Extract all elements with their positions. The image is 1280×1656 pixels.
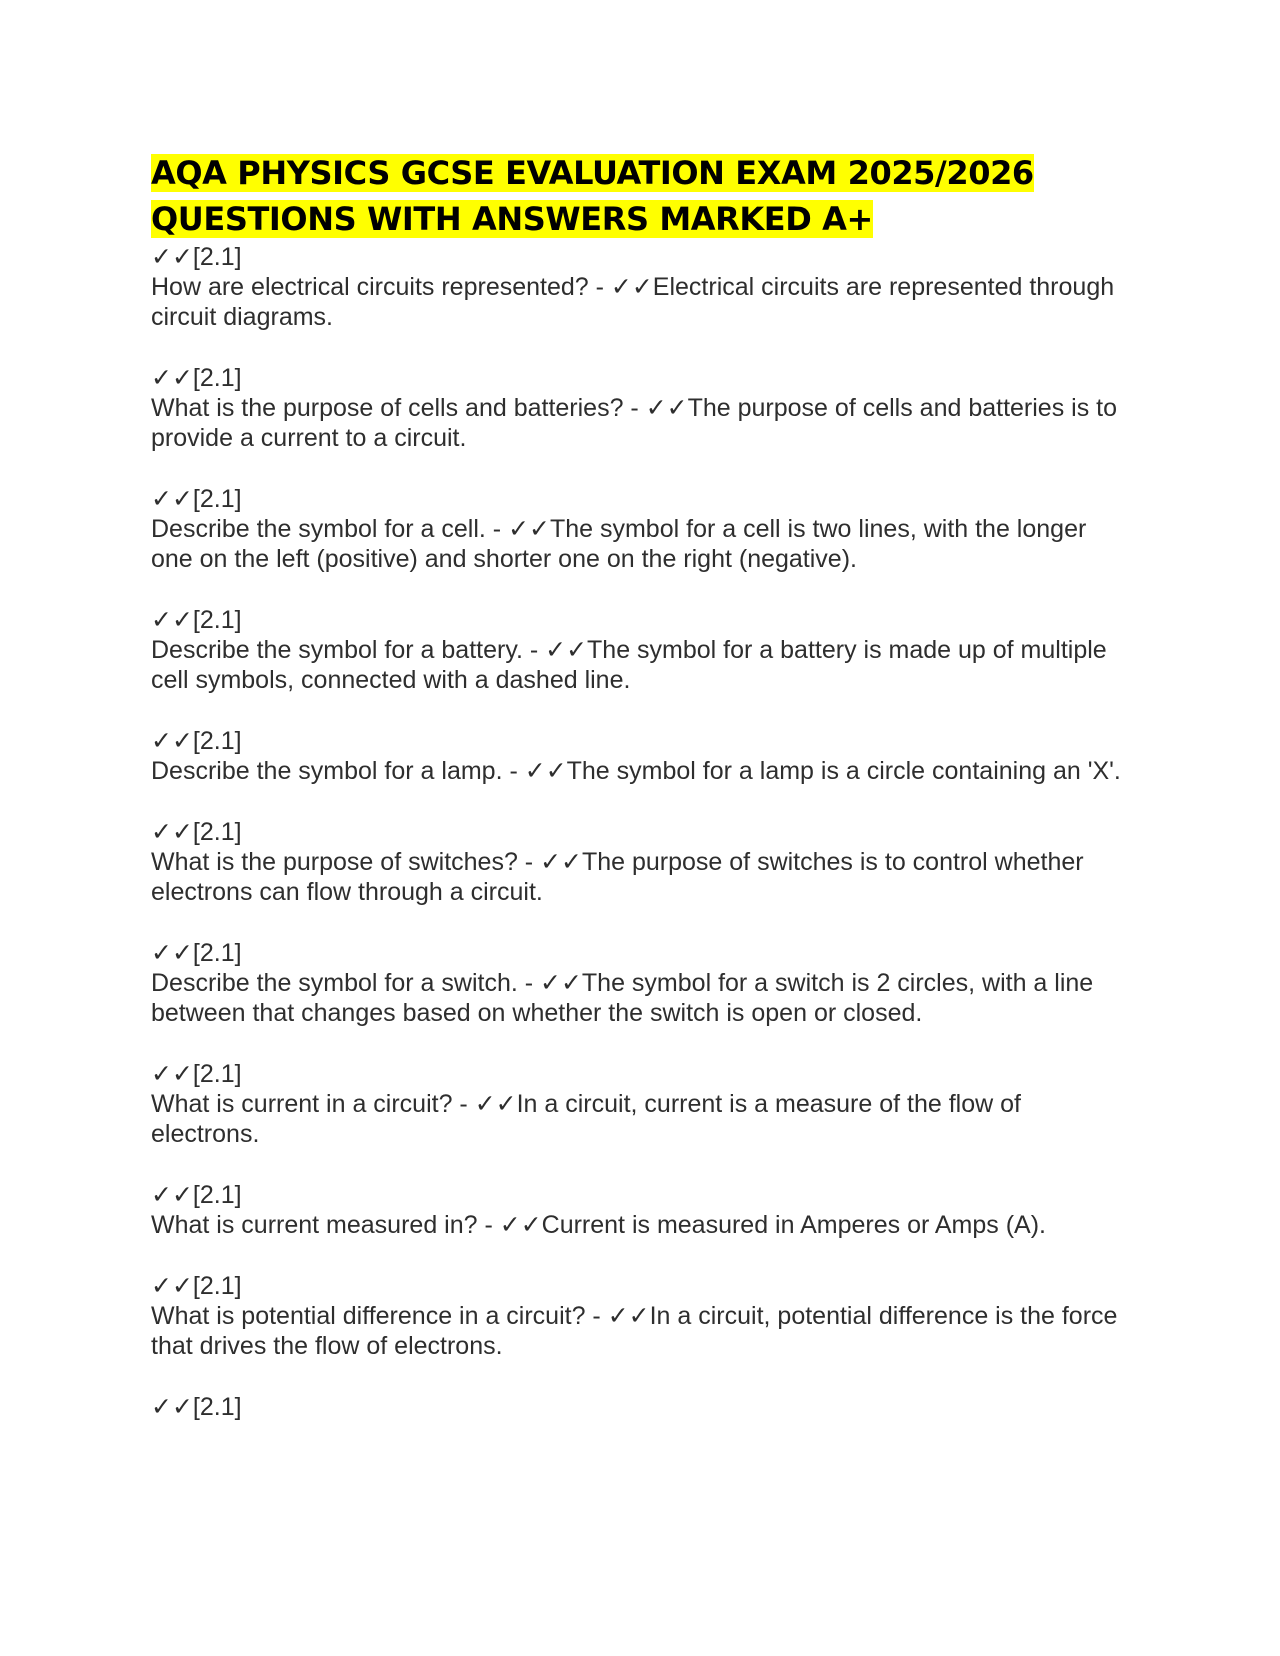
qa-text: Describe the symbol for a cell. - ✓✓The symbol for a cell is two lines, with the longer one on the left (positive) and shorter one on the right (negative). <box>151 515 1087 573</box>
qa-item <box>151 242 1131 332</box>
qa-text: What is current in a circuit? - ✓✓In a circuit, current is a measure of the flow of electrons. <box>151 1090 1021 1148</box>
qa-tag: ✓✓[2.1] <box>151 606 242 634</box>
qa-tag: ✓✓[2.1] <box>151 1272 242 1300</box>
qa-text: Describe the symbol for a switch. - ✓✓The symbol for a switch is 2 circles, with a line between that changes based on whether the switch is open or closed. <box>151 969 1094 1027</box>
qa-text: What is the purpose of switches? - ✓✓The purpose of switches is to control whether electrons can flow through a circuit. <box>151 848 1084 906</box>
qa-tag: ✓✓[2.1] <box>151 243 242 271</box>
title-line-2: QUESTIONS WITH ANSWERS MARKED A+ <box>151 200 873 238</box>
qa-item <box>151 1271 1131 1361</box>
qa-text: What is the purpose of cells and batteries? - ✓✓The purpose of cells and batteries is to provide a current to a circuit. <box>151 394 1118 452</box>
qa-item <box>151 817 1131 907</box>
qa-tag: ✓✓[2.1] <box>151 1393 242 1421</box>
qa-item <box>151 484 1131 574</box>
qa-text: What is potential difference in a circuit? - ✓✓In a circuit, potential difference is the force that drives the flow of electrons. <box>151 1302 1118 1360</box>
qa-text: What is current measured in? - ✓✓Current is measured in Amperes or Amps (A). <box>151 1211 1046 1239</box>
qa-item <box>151 605 1131 695</box>
qa-tag: ✓✓[2.1] <box>151 1181 242 1209</box>
qa-tag: ✓✓[2.1] <box>151 818 242 846</box>
qa-tag: ✓✓[2.1] <box>151 939 242 967</box>
qa-tag: ✓✓[2.1] <box>151 727 242 755</box>
qa-text: Describe the symbol for a battery. - ✓✓The symbol for a battery is made up of multiple cell symbols, connected with a dashed line. <box>151 636 1107 694</box>
qa-item <box>151 726 1131 786</box>
qa-item <box>151 1392 1131 1422</box>
qa-tag: ✓✓[2.1] <box>151 485 242 513</box>
qa-item <box>151 1180 1131 1240</box>
qa-text: How are electrical circuits represented? - ✓✓Electrical circuits are represented through circuit diagrams. <box>151 273 1115 331</box>
document-page <box>151 150 1131 1453</box>
qa-item <box>151 1059 1131 1149</box>
title-line-1: AQA PHYSICS GCSE EVALUATION EXAM 2025/2026 <box>151 154 1034 192</box>
qa-text: Describe the symbol for a lamp. - ✓✓The symbol for a lamp is a circle containing an 'X'. <box>151 757 1121 785</box>
qa-item <box>151 938 1131 1028</box>
qa-tag: ✓✓[2.1] <box>151 364 242 392</box>
qa-item <box>151 363 1131 453</box>
document-title <box>151 150 1131 242</box>
qa-list <box>151 242 1131 1422</box>
qa-tag: ✓✓[2.1] <box>151 1060 242 1088</box>
